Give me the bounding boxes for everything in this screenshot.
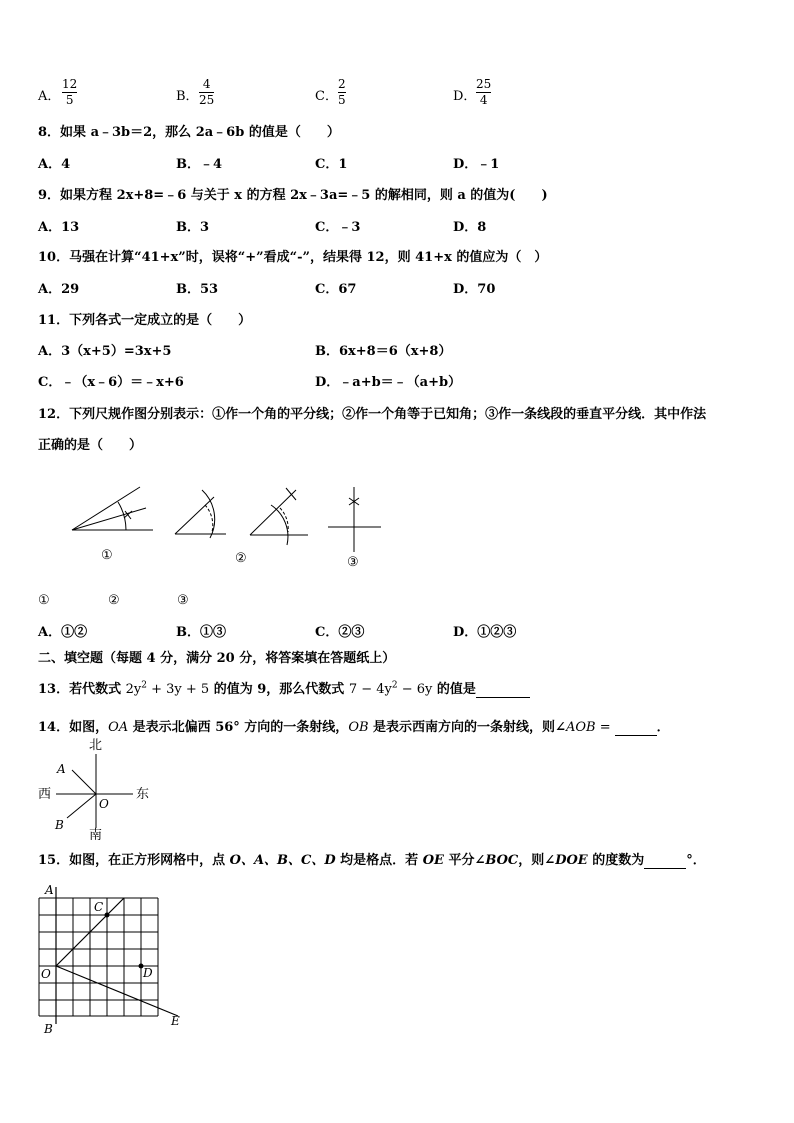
fraction-denominator: 25 xyxy=(199,93,215,107)
angle-doe: DOE xyxy=(555,853,588,868)
q10-text: 10．马强在计算“41+x”时，误将“+”看成“-”，结果得 12，则 41+x 的值应为（ ） xyxy=(38,250,548,265)
ray-ob: OB xyxy=(348,720,369,735)
grid-point-a: A xyxy=(45,883,54,897)
q12-option-d: D．①②③ xyxy=(453,625,517,640)
q14-mid1: 是表示北偏西 56° 方向的一条射线， xyxy=(128,720,349,735)
ray-oa: OA xyxy=(108,720,129,735)
grid-lines xyxy=(39,898,158,1016)
q11-option-a: A．3（x+5）=3x+5 xyxy=(38,344,172,359)
q9-text: 9．如果方程 2x+8=﹣6 与关于 x 的方程 2x﹣3a=﹣5 的解相同，则 a 的值为( ) xyxy=(38,188,548,203)
expr2-term: 7 − 4y xyxy=(348,682,392,697)
q12-option-a: A．①② xyxy=(38,625,88,640)
q14-mid2: 是表示西南方向的一条射线，则∠ xyxy=(368,720,566,735)
q10-option-a: A．29 xyxy=(38,282,80,297)
grid-point-d: D xyxy=(143,966,153,980)
exponent: 2 xyxy=(141,680,147,691)
q8-text: 8．如果 a﹣3b＝2，那么 2a﹣6b 的值是（ ） xyxy=(38,125,340,140)
fraction-numerator: 4 xyxy=(202,77,211,91)
grid-point-b: B xyxy=(44,1022,53,1036)
q12-figure-label-2: ② xyxy=(235,551,247,566)
q12-figure-label-1: ① xyxy=(101,548,113,563)
compass-south-label: 南 xyxy=(89,828,103,843)
q12-figure-label-3: ③ xyxy=(347,555,359,570)
fraction-denominator: 4 xyxy=(479,93,488,107)
grid-point-c: C xyxy=(94,900,104,914)
q13-suffix: 的值是 xyxy=(432,682,476,697)
q15-mid: 均是格点．若 xyxy=(335,853,423,868)
q12-answer-mark-3: ③ xyxy=(177,593,189,608)
q7-option-a-label: A． xyxy=(38,89,61,104)
grid-point-e: E xyxy=(171,1014,180,1028)
compass-west-label: 西 xyxy=(38,787,52,802)
construction-lines xyxy=(56,887,178,1024)
q7-option-c-label: C． xyxy=(315,89,338,104)
compass-point-a: A xyxy=(57,762,66,776)
q9-option-c: C．﹣3 xyxy=(315,220,361,235)
q11-option-d: D．﹣a+b＝﹣（a+b） xyxy=(315,375,462,390)
compass-point-o: O xyxy=(99,797,109,811)
expr1-rest: + 3y + 5 xyxy=(146,682,210,697)
q13-prefix: 13．若代数式 xyxy=(38,682,126,697)
ray-oe: OE xyxy=(422,853,444,868)
q14-end: ． xyxy=(656,720,670,735)
q10-option-d: D．70 xyxy=(453,282,496,297)
q12-option-c: C．②③ xyxy=(315,625,365,640)
q15-degree: °． xyxy=(686,853,706,868)
q12-text-line2: 正确的是（ ） xyxy=(38,438,143,453)
exponent: 2 xyxy=(391,680,398,691)
q8-option-a: A．4 xyxy=(38,157,71,172)
q13-mid: 的值为 9，那么代数式 xyxy=(209,682,349,697)
angle-boc: BOC xyxy=(485,853,519,868)
q14-suffix: = xyxy=(595,720,611,735)
q12-answer-mark-1: ① xyxy=(38,593,50,608)
q12-option-b: B．①③ xyxy=(176,625,226,640)
compass-point-b: B xyxy=(55,818,64,832)
fraction-denominator: 5 xyxy=(65,93,74,107)
fraction-numerator: 25 xyxy=(476,77,492,91)
q9-option-a: A．13 xyxy=(38,220,80,235)
grid-point-o: O xyxy=(41,967,51,981)
expr2-rest: − 6y xyxy=(397,682,433,697)
q8-option-c: C．1 xyxy=(315,157,348,172)
q10-option-c: C．67 xyxy=(315,282,357,297)
fraction-numerator: 2 xyxy=(338,77,346,91)
q12-text-line1: 12．下列尺规作图分别表示：①作一个角的平分线；②作一个角等于已知角；③作一条线段的垂直平分线．其中作法 xyxy=(38,407,707,422)
point-c-dot xyxy=(105,913,110,918)
fraction-numerator: 12 xyxy=(62,77,78,91)
q15-prefix: 15．如图，在正方形网格中，点 xyxy=(38,853,230,868)
q12-answer-mark-2: ② xyxy=(108,593,120,608)
section-2-heading: 二、填空题（每题 4 分，满分 20 分，将答案填在答题纸上） xyxy=(38,651,396,666)
q8-option-b: B．﹣4 xyxy=(176,157,223,172)
q14-prefix: 14．如图， xyxy=(38,720,109,735)
q10-option-b: B．53 xyxy=(176,282,219,297)
q15-points: O、A、B、C、D xyxy=(229,853,336,868)
q9-option-d: D．8 xyxy=(453,220,487,235)
expr1-term: 2y xyxy=(125,682,142,697)
fraction-denominator: 5 xyxy=(338,93,346,107)
q11-text: 11．下列各式一定成立的是（ ） xyxy=(38,313,252,328)
q11-option-b: B．6x+8＝6（x+8） xyxy=(315,344,452,359)
q15-mid3: ，则∠ xyxy=(518,853,556,868)
q15-mid2: 平分∠ xyxy=(443,853,486,868)
q15-end: 的度数为 xyxy=(587,853,645,868)
q9-option-b: B．3 xyxy=(176,220,210,235)
q7-option-b-label: B． xyxy=(176,89,199,104)
compass-north-label: 北 xyxy=(89,738,103,753)
q8-option-d: D．﹣1 xyxy=(453,157,500,172)
compass-east-label: 东 xyxy=(136,787,150,802)
q11-option-c: C．﹣（x﹣6）＝﹣x+6 xyxy=(38,375,184,390)
q7-option-d-label: D． xyxy=(453,89,477,104)
angle-aob: AOB xyxy=(565,720,596,735)
